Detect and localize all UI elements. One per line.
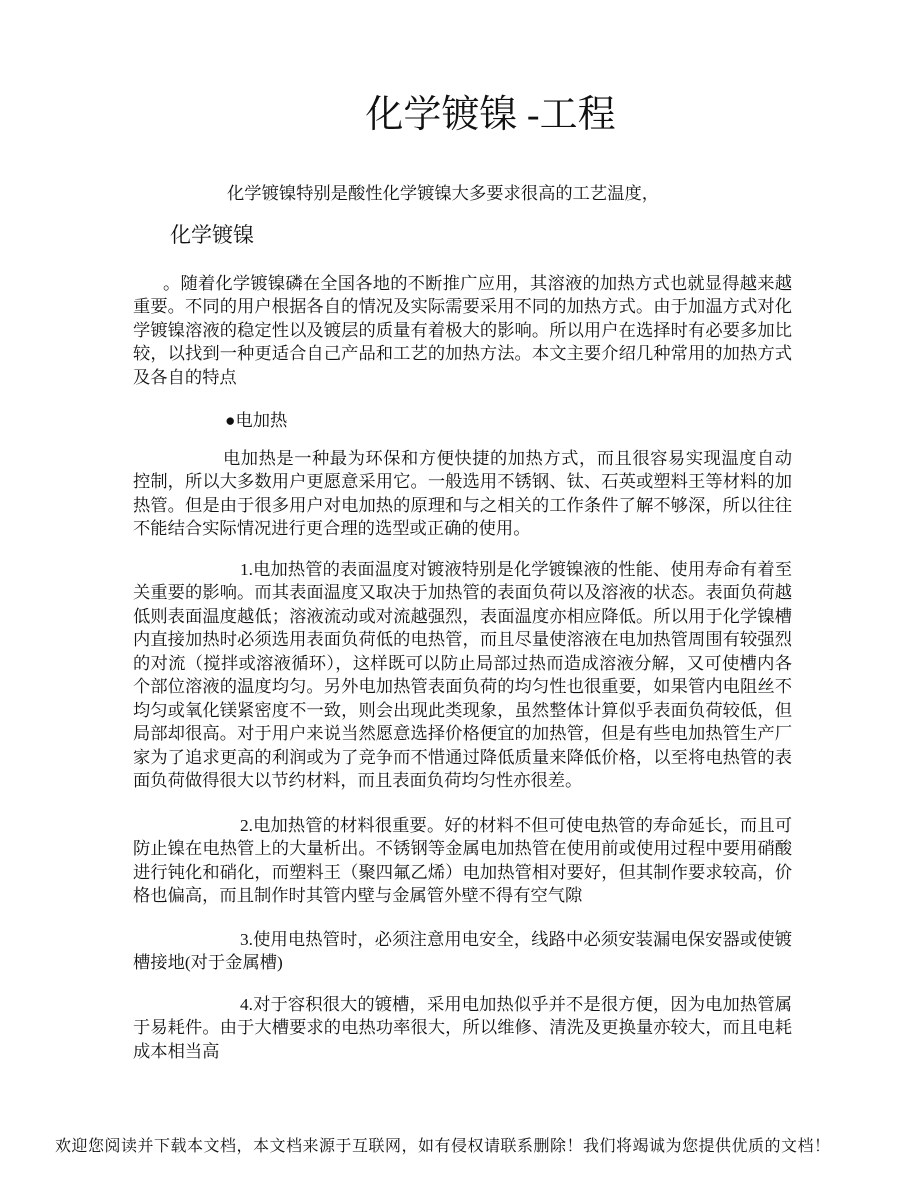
subheading: 化学镀镍 (170, 222, 254, 247)
paragraph-point-4-large-tanks: 4.对于容积很大的镀槽，采用电加热似乎并不是很方便，因为电加热管属于易耗件。由于大槽要求的电热功率很大，所以维修、清洗及更换量亦较大，而且电耗成本相当高 (133, 994, 792, 1061)
footer-notice: 欢迎您阅读并下载本文档，本文档来源于互联网，如有侵权请联系删除！我们将竭诚为您提供优质的文档！ (55, 1138, 831, 1155)
section-heading-electric-heating: ●电加热 (225, 411, 288, 430)
document-body (133, 0, 792, 1063)
paragraph-point-1-surface-temperature: 1.电加热管的表面温度对镀液特别是化学镀镍液的性能、使用寿命有着至关重要的影响。而其表面温度又取决于加热管的表面负荷以及溶液的状态。表面负荷越低则表面温度越低；溶液流动或对流越强烈，表面温度亦相应降低。所以用于化学镍槽内直接加热时必须选用表面负荷低的电热管，而且尽量使溶液在电加热管周围有较强烈的对流（搅拌或溶液循环），这样既可以防止局部过热而造成溶液分解，又可使槽内各个部位溶液的温度均匀。另外电加热管表面负荷的均匀性也很重要，如果管内电阻丝不均匀或氧化镁紧密度不一致，则会出现此类现象，虽然整体计算似乎表面负荷较低，但局部却很高。对于用户来说当然愿意选择价格便宜的加热管，但是有些电加热管生产厂家为了追求更高的利润或为了竞争而不惜通过降低质量来降低价格，以至将电热管的表面负荷做得很大以节约材料，而且表面负荷均匀性亦很差。 (133, 559, 792, 790)
paragraph-electric-heating-overview: 电加热是一种最为环保和方便快捷的加热方式，而且很容易实现温度自动控制，所以大多数用户更愿意采用它。一般选用不锈钢、钛、石英或塑料王等材料的加热管。但是由于很多用户对电加热的原理和与之相关的工作条件了解不够深，所以往往不能结合实际情况进行更合理的选型或正确的使用。 (133, 448, 792, 538)
lead-line: 化学镀镍特别是酸性化学镀镍大多要求很高的工艺温度， (227, 184, 660, 203)
paragraph-point-2-tube-material: 2.电加热管的材料很重要。好的材料不但可使电热管的寿命延长，而且可防止镍在电热管上的大量析出。不锈钢等金属电加热管在使用前或使用过程中要用硝酸进行钝化和硝化，而塑料王（聚四氟乙烯）电加热管相对要好，但其制作要求较高，价格也偏高，而且制作时其管内壁与金属管外壁不得有空气隙 (133, 815, 792, 905)
paragraph-point-3-electrical-safety: 3.使用电热管时，必须注意用电安全，线路中必须安装漏电保安器或使镀槽接地(对于金属槽) (133, 929, 792, 972)
intro-paragraph: 。随着化学镀镍磷在全国各地的不断推广应用，其溶液的加热方式也就显得越来越重要。不同的用户根据各自的情况及实际需要采用不同的加热方式。由于加温方式对化学镀镍溶液的稳定性以及镀层的质量有着极大的影响。所以用户在选择时有必要多加比较，以找到一种更适合自己产品和工艺的加热方法。本文主要介绍几种常用的加热方式及各自的特点 (133, 273, 792, 387)
page-title: 化学镀镍 -工程 (365, 94, 616, 136)
